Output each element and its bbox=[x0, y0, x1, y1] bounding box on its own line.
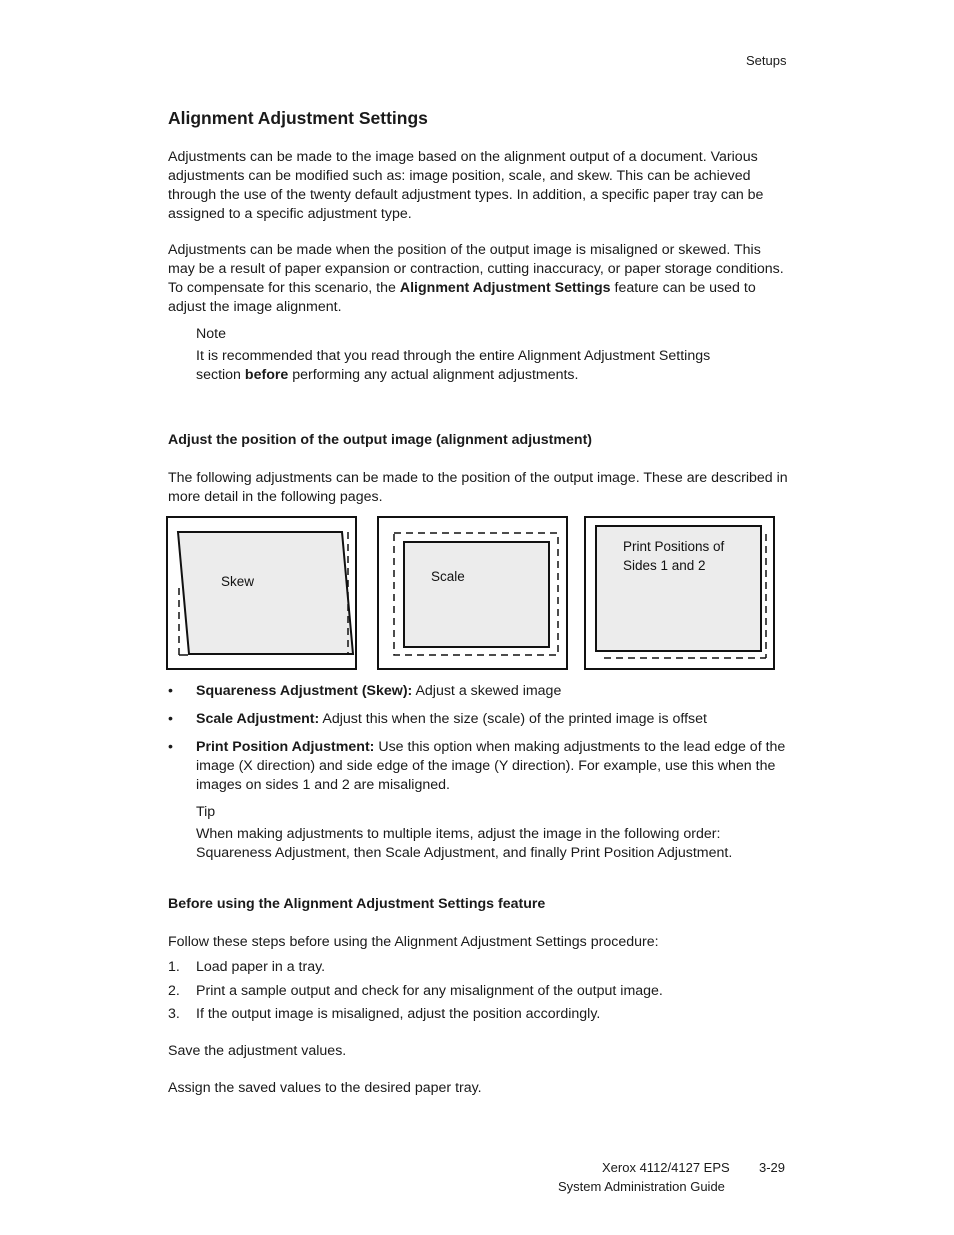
note-label: Note bbox=[196, 326, 226, 342]
running-header: Setups bbox=[746, 53, 787, 68]
list-item: 2. Print a sample output and check for any misalignment of the output image. bbox=[168, 982, 663, 999]
skew-diagram bbox=[168, 518, 355, 668]
footer-guide-title: System Administration Guide bbox=[558, 1179, 725, 1194]
list-item: 3. If the output image is misaligned, adjust the position accordingly. bbox=[168, 1006, 601, 1022]
subsection-intro: The following adjustments can be made to the position of the output image. These are described in more detail in the following pages. bbox=[168, 470, 788, 505]
feature-name-bold: Alignment Adjustment Settings bbox=[399, 280, 611, 296]
footer-product: Xerox 4112/4127 EPS bbox=[602, 1160, 730, 1175]
list-item: • Scale Adjustment: Adjust this when the size (scale) of the printed image is offset bbox=[168, 711, 707, 727]
steps-intro: Follow these steps before using the Alignment Adjustment Settings procedure: bbox=[168, 934, 659, 950]
closing-paragraph-1: Save the adjustment values. bbox=[168, 1043, 347, 1059]
tip-label: Tip bbox=[196, 804, 216, 820]
steps-list bbox=[168, 958, 788, 1029]
closing-paragraph-2: Assign the saved values to the desired paper tray. bbox=[168, 1080, 482, 1096]
adjustment-figure bbox=[165, 515, 779, 671]
skew-label: Skew bbox=[221, 574, 255, 589]
adjustment-types-list bbox=[168, 682, 786, 804]
list-item: • Print Position Adjustment: Use this option when making adjustments to the lead edge of the image (X direction) and side edge of the image (Y direction). For example, use this when the images on sides 1 and 2 are misaligned. bbox=[168, 739, 786, 793]
scale-label: Scale bbox=[431, 569, 465, 584]
page-title: Alignment Adjustment Settings bbox=[168, 108, 428, 128]
print-position-panel bbox=[584, 516, 775, 670]
page-number: 3-29 bbox=[759, 1160, 786, 1175]
subsection-title-before-using: Before using the Alignment Adjustment Settings feature bbox=[168, 896, 546, 912]
scale-panel bbox=[377, 516, 568, 670]
subsection-title-alignment: Adjust the position of the output image (alignment adjustment) bbox=[168, 432, 593, 448]
print-position-label: Print Positions of Sides 1 and 2 bbox=[623, 539, 725, 573]
skew-panel bbox=[166, 516, 357, 670]
intro-paragraph-1: Adjustments can be made to the image based on the alignment output of a document. Various adjustments can be modified such as: image position, scale, and skew. This can be achieved through the use of the twenty default adjustment types. In addition, a specific paper tray can be assigned to a specific adjustment type. bbox=[168, 149, 764, 222]
note-text: It is recommended that you read through the entire Alignment Adjustment Settings section before performing any actual alignment adjustments. bbox=[196, 348, 711, 383]
list-item: • Squareness Adjustment (Skew): Adjust a skewed image bbox=[168, 683, 562, 699]
tip-text: When making adjustments to multiple items, adjust the image in the following order: Squareness Adjustment, then Scale Adjustment, and finally Print Position Adjustment. bbox=[196, 826, 733, 861]
scale-diagram bbox=[379, 518, 566, 668]
intro-paragraph-2: Adjustments can be made when the position of the output image is misaligned or skewed. This may be a result of paper expansion or contraction, cutting inaccuracy, or paper storage conditions. To compensate for this scenario, the Alignment Adjustment Settings feature can be used to adjust the image alignment. bbox=[168, 242, 784, 315]
list-item: 1. Load paper in a tray. bbox=[168, 959, 326, 975]
